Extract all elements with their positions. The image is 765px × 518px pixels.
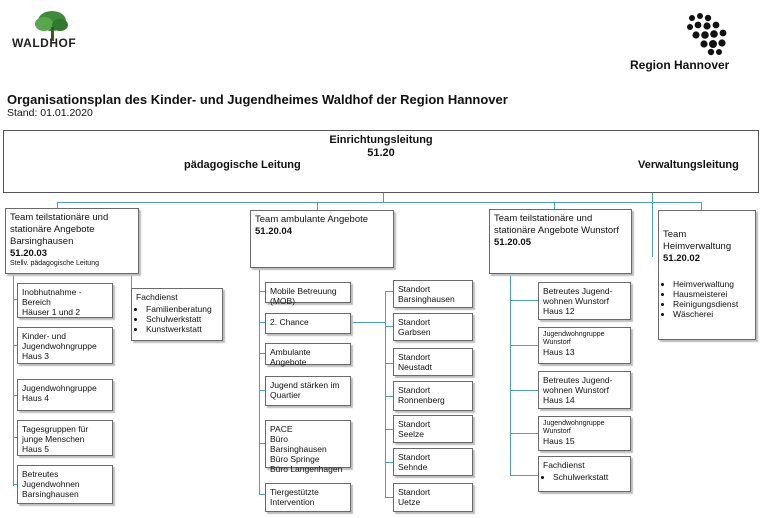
col2-item-pace: PACE Büro Barsinghausen Büro Springe Büro Langenhagen [265, 420, 351, 468]
team-ambulante-box [250, 210, 394, 268]
connector-standorte-trunk [385, 291, 386, 498]
col3-item-sub: Haus 14 [543, 395, 575, 405]
col3-item-haus-14 [538, 371, 631, 409]
col1-item-betreutes-jugendwohnen: Betreutes Jugendwohnen Barsinghausen [17, 465, 113, 504]
connector-chance-to-standorte [351, 322, 385, 323]
col1-item-inobhutnahme: Inobhutnahme - Bereich Häuser 1 und 2 [17, 283, 113, 318]
col3-fachdienst-box [538, 456, 631, 492]
team-ambulante-title: Team ambulante Angebote [255, 214, 369, 225]
connector-col2-down [317, 202, 318, 210]
connector-standort-4 [385, 396, 393, 397]
connector-col4-from-top [652, 193, 653, 257]
col1-fachdienst-item: • Familienberatung [146, 304, 218, 314]
col1-item-kinder-jugendwohngruppe: Kinder- und Jugendwohngruppe Haus 3 [17, 327, 113, 364]
connector-main-down [383, 193, 384, 202]
heimverwaltung-item: • Hausmeisterei [673, 289, 751, 299]
paedagogische-leitung-label: pädagogische Leitung [184, 159, 301, 171]
col1-fachdienst-item: • Kunstwerkstatt [146, 324, 218, 334]
team-barsinghausen-code: 51.20.03 [10, 248, 47, 259]
connector-standort-3 [385, 363, 393, 364]
col2-item-2-chance: 2. Chance [265, 313, 351, 334]
team-heimverwaltung-code: 51.20.02 [663, 253, 700, 264]
connector-main-horizontal [57, 202, 702, 203]
connector-col3-branch-1 [510, 300, 538, 301]
col2-item-jugend-staerken: Jugend stärken im Quartier [265, 376, 351, 406]
heimverwaltung-item: • Heimverwaltung [673, 279, 751, 289]
col3-item-title: Betreutes Jugend- wohnen Wunstorf [543, 286, 613, 306]
region-hannover-logo-text: Region Hannover [630, 58, 730, 72]
col1-fachdienst-box [131, 288, 223, 341]
standort-uetze: Standort Uetze [393, 483, 473, 512]
standort-sehnde: Standort Sehnde [393, 448, 473, 476]
col3-item-sub: Haus 12 [543, 306, 575, 316]
connector-standort-6 [385, 462, 393, 463]
connector-col3-branch-5 [510, 475, 538, 476]
connector-standort-5 [385, 429, 393, 430]
standort-ronnenberg: Standort Ronnenberg [393, 381, 473, 411]
col1-fachdienst-item: • Schulwerkstatt [146, 314, 218, 324]
col3-fachdienst-title: Fachdienst [543, 460, 585, 470]
page-title: Organisationsplan des Kinder- und Jugendheimes Waldhof der Region Hannover [7, 92, 508, 107]
team-heimverwaltung-title: Team Heimverwaltung [663, 229, 732, 252]
col3-item-haus-12 [538, 282, 631, 320]
col3-item-haus-13 [538, 327, 631, 364]
date-stamp: Stand: 01.01.2020 [7, 107, 93, 119]
connector-col3-branch-3 [510, 390, 538, 391]
connector-col4-down [701, 202, 702, 210]
col3-item-title: Jugendwohngruppe Wunstorf [543, 420, 605, 435]
team-barsinghausen-title: Team teilstationäre und stationäre Angebote Barsinghausen [10, 212, 109, 247]
standort-garbsen: Standort Garbsen [393, 313, 473, 341]
connector-standort-1 [385, 291, 393, 292]
connector-col3-branch-2 [510, 345, 538, 346]
waldhof-logo-text: WALDHOF [12, 36, 77, 50]
col3-item-title: Jugendwohngruppe Wunstorf [543, 331, 605, 346]
team-wunstorf-code: 51.20.05 [494, 237, 531, 248]
col3-item-haus-15 [538, 416, 631, 451]
team-ambulante-code: 51.20.04 [255, 226, 292, 237]
standort-barsinghausen: Standort Barsinghausen [393, 280, 473, 308]
heimverwaltung-item: • Wäscherei [673, 309, 751, 319]
waldhof-logo [8, 8, 78, 54]
col3-item-sub: Haus 15 [543, 436, 575, 446]
connector-col1-trunk [13, 274, 14, 486]
team-barsinghausen-box [5, 208, 139, 274]
standort-neustadt: Standort Neustadt [393, 348, 473, 376]
team-wunstorf-box [489, 209, 632, 274]
team-wunstorf-title: Team teilstationäre und stationäre Angebote Wunstorf [494, 213, 619, 236]
connector-standort-7 [385, 497, 393, 498]
region-hannover-logo [628, 12, 738, 74]
connector-col2-trunk [259, 268, 260, 494]
connector-col1-fach-down [131, 274, 132, 288]
verwaltungsleitung-label: Verwaltungsleitung [638, 159, 739, 171]
einrichtungsleitung-title: Einrichtungsleitung [329, 134, 433, 146]
col1-item-jugendwohngruppe: Jugendwohngruppe Haus 4 [17, 379, 113, 411]
team-barsinghausen-sub: Stellv. pädagogische Leitung [10, 260, 99, 267]
col2-item-mob: Mobile Betreuung (MOB) [265, 282, 351, 303]
einrichtungsleitung-box [3, 130, 759, 193]
col3-item-sub: Haus 13 [543, 347, 575, 357]
connector-col3-down [554, 202, 555, 209]
dots-mark-icon [684, 12, 744, 56]
col1-fachdienst-title: Fachdienst [136, 292, 178, 302]
connector-col3-trunk [510, 274, 511, 476]
standort-seelze: Standort Seelze [393, 415, 473, 443]
connector-standort-2 [385, 326, 393, 327]
team-heimverwaltung-box [658, 210, 756, 340]
col3-item-title: Betreutes Jugend- wohnen Wunstorf [543, 375, 613, 395]
col1-item-tagesgruppen: Tagesgruppen für junge Menschen Haus 5 [17, 420, 113, 456]
einrichtungsleitung-code: 51.20 [367, 147, 395, 159]
connector-col3-branch-4 [510, 433, 538, 434]
heimverwaltung-item: • Reinigungsdienst [673, 299, 751, 309]
col3-fachdienst-item: • Schulwerkstatt [553, 472, 626, 482]
col2-item-ambulante-angebote: Ambulante Angebote [265, 343, 351, 365]
col2-item-tiergestuetzte: Tiergestützte Intervention [265, 483, 351, 512]
